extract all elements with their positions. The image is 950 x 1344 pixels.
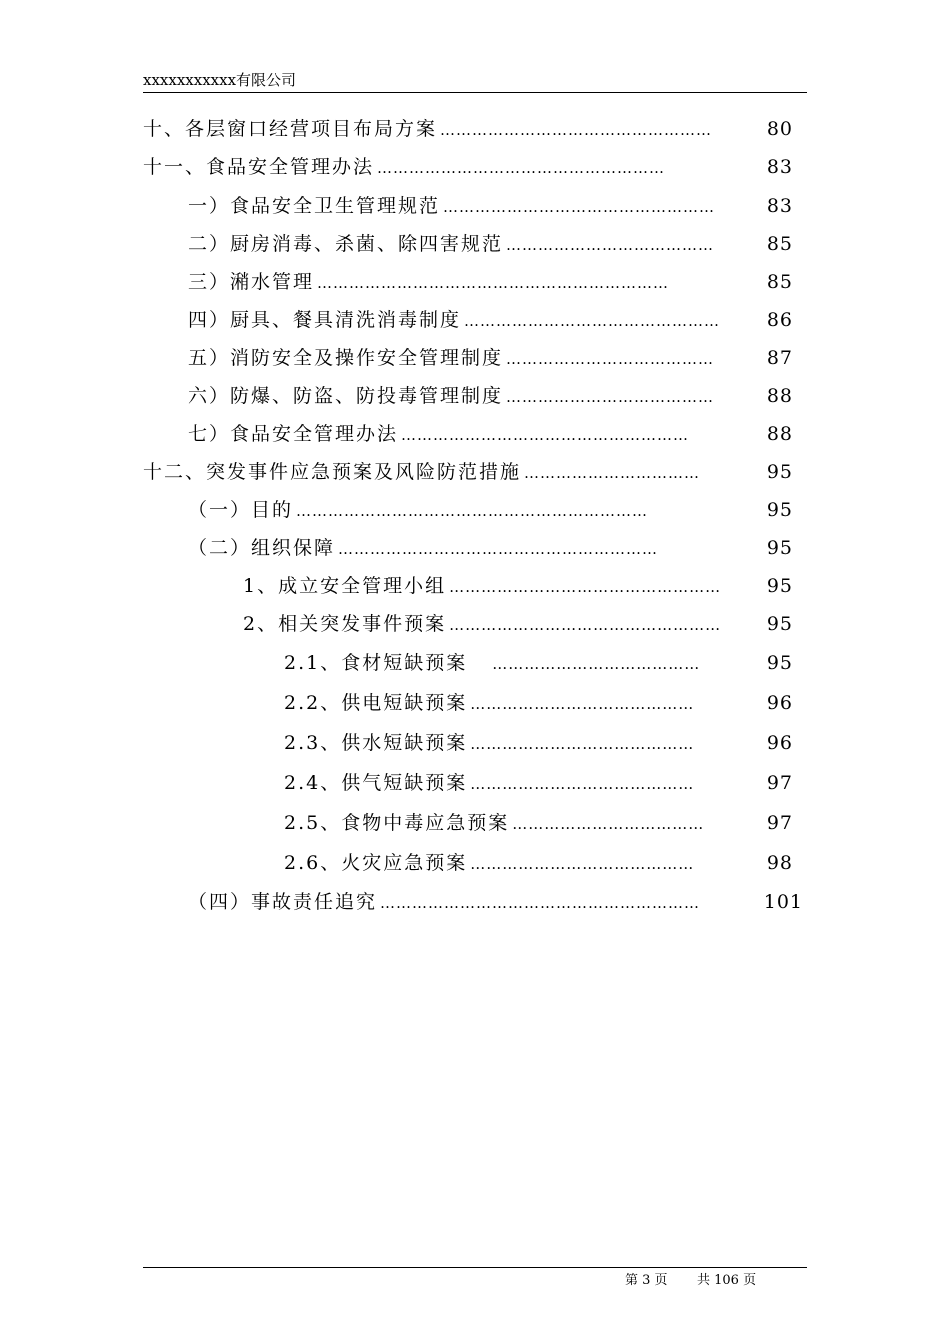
toc-leader-dots: …………………………………… — [470, 775, 695, 793]
toc-entry-title: 2.1、食材短缺预案 — [284, 652, 468, 674]
toc-entry[interactable] — [284, 809, 793, 837]
toc-page-number: 95 — [766, 537, 793, 559]
toc-page-number: 97 — [766, 772, 793, 794]
toc-entry[interactable] — [188, 344, 793, 372]
toc-leader-dots: …………………………………………………… — [338, 540, 659, 558]
toc-entry-title: 2.2、供电短缺预案 — [284, 692, 468, 714]
toc-page-number: 86 — [766, 309, 793, 331]
toc-entry-title: 十、各层窗口经营项目布局方案 — [143, 118, 438, 140]
toc-entry[interactable] — [284, 649, 793, 677]
toc-entry-title: 2、相关突发事件预案 — [243, 613, 447, 635]
company-name: xxxxxxxxxxx有限公司 — [143, 71, 297, 89]
toc-entry-title: 二）厨房消毒、杀菌、除四害规范 — [188, 233, 504, 255]
toc-page-number: 98 — [766, 852, 793, 874]
toc-page-number: 83 — [766, 195, 793, 217]
toc-leader-dots: ………………………………… — [506, 388, 715, 406]
toc-page-number: 101 — [763, 891, 803, 913]
toc-entry[interactable] — [143, 458, 793, 486]
toc-entry[interactable] — [188, 420, 793, 448]
toc-entry-title: 一）食品安全卫生管理规范 — [188, 195, 441, 217]
toc-entry-title: 2.3、供水短缺预案 — [284, 732, 468, 754]
toc-entry[interactable] — [188, 888, 803, 916]
toc-entry-title: 三）潲水管理 — [188, 271, 315, 293]
toc-entry-title: 2.4、供气短缺预案 — [284, 772, 468, 794]
toc-leader-dots: …………………………………… — [470, 855, 695, 873]
toc-entry-title: （二）组织保障 — [188, 537, 336, 559]
toc-leader-dots: ……………………………… — [512, 815, 705, 833]
toc-page-number: 97 — [766, 812, 793, 834]
toc-entry-title: 五）消防安全及操作安全管理制度 — [188, 347, 504, 369]
toc-leader-dots: …………………………………… — [470, 695, 695, 713]
toc-leader-dots: …………………………………………… — [443, 198, 716, 216]
toc-page-number: 96 — [766, 732, 793, 754]
toc-leader-dots: ………………………………………… — [464, 312, 721, 330]
toc-entry-title: 2.6、火灾应急预案 — [284, 852, 468, 874]
toc-leader-dots: ………………………………… — [492, 655, 701, 673]
toc-entry-title: （四）事故责任追究 — [188, 891, 378, 913]
toc-leader-dots: ………………………………… — [506, 236, 715, 254]
footer-divider — [143, 1267, 807, 1268]
toc-entry-title: 十一、食品安全管理办法 — [143, 156, 375, 178]
toc-entry[interactable] — [284, 769, 793, 797]
toc-leader-dots: ………………………………………………………… — [296, 502, 649, 520]
toc-entry-title: 十二、突发事件应急预案及风险防范措施 — [143, 461, 522, 483]
toc-page-number: 80 — [766, 118, 793, 140]
toc-page-number: 96 — [766, 692, 793, 714]
toc-entry-title: 2.5、食物中毒应急预案 — [284, 812, 510, 834]
toc-leader-dots: …………………………………………………… — [380, 894, 701, 912]
toc-page-number: 85 — [766, 233, 793, 255]
toc-entry[interactable] — [143, 115, 793, 143]
toc-entry[interactable] — [188, 268, 793, 296]
toc-entry[interactable] — [188, 192, 793, 220]
toc-entry-title: 六）防爆、防盗、防投毒管理制度 — [188, 385, 504, 407]
toc-entry[interactable] — [243, 610, 793, 638]
toc-leader-dots: …………………………………………… — [440, 121, 713, 139]
toc-entry[interactable] — [284, 849, 793, 877]
toc-leader-dots: …………………………………………… — [449, 578, 722, 596]
total-pages-label: 共 106 页 — [697, 1273, 757, 1288]
toc-page-number: 95 — [766, 499, 793, 521]
toc-page-number: 85 — [766, 271, 793, 293]
toc-leader-dots: ………………………………… — [506, 350, 715, 368]
toc-page-number: 88 — [766, 385, 793, 407]
toc-leader-dots: ……………………………………………… — [401, 426, 690, 444]
toc-leader-dots: …………………………… — [524, 464, 701, 482]
toc-entry-title: 1、成立安全管理小组 — [243, 575, 447, 597]
toc-page-number: 95 — [766, 652, 793, 674]
toc-page-number: 83 — [766, 156, 793, 178]
toc-entry[interactable] — [284, 689, 793, 717]
toc-leader-dots: ……………………………………………… — [377, 159, 666, 177]
toc-leader-dots: …………………………………………… — [449, 616, 722, 634]
toc-page-number: 87 — [766, 347, 793, 369]
toc-page-number: 88 — [766, 423, 793, 445]
toc-entry[interactable] — [188, 230, 793, 258]
toc-page-number: 95 — [766, 613, 793, 635]
toc-entry[interactable] — [188, 306, 793, 334]
toc-entry[interactable] — [284, 729, 793, 757]
toc-entry-title: 四）厨具、餐具清洗消毒制度 — [188, 309, 462, 331]
toc-page-number: 95 — [766, 461, 793, 483]
toc-entry[interactable] — [243, 572, 793, 600]
toc-entry[interactable] — [188, 496, 793, 524]
toc-entry[interactable] — [188, 382, 793, 410]
toc-leader-dots: ………………………………………………………… — [317, 274, 670, 292]
toc-entry-title: （一）目的 — [188, 499, 294, 521]
toc-page-number: 95 — [766, 575, 793, 597]
current-page-label: 第 3 页 — [625, 1273, 668, 1288]
toc-entry[interactable] — [188, 534, 793, 562]
toc-entry-title: 七）食品安全管理办法 — [188, 423, 399, 445]
toc-entry[interactable] — [143, 153, 793, 181]
toc-leader-dots: …………………………………… — [470, 735, 695, 753]
